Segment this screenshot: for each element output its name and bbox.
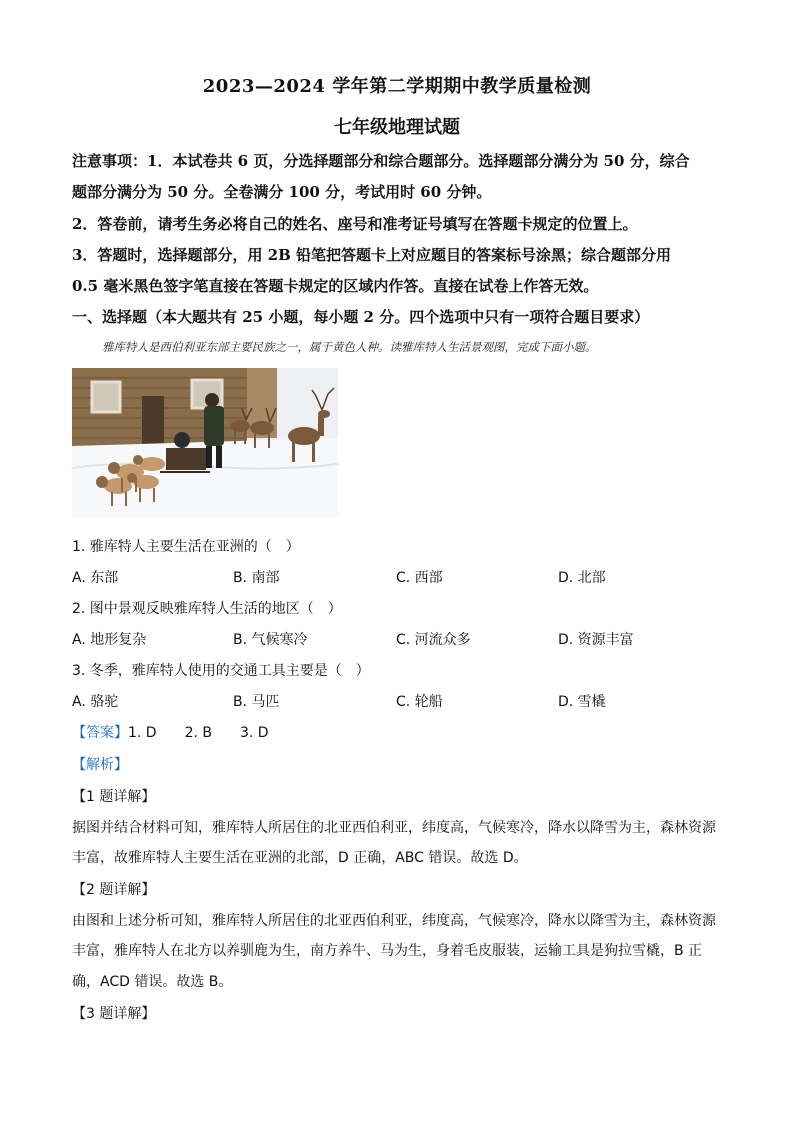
question-1-option-a: A. 东部 (72, 570, 119, 586)
q1-detail-line-2: 丰富，故雅库特人主要生活在亚洲的北部，D 正确，ABC 错误。故选 D。 (72, 850, 528, 866)
answer-label: 【答案】 (72, 725, 128, 741)
section-heading: 一、选择题（本大题共有 25 小题，每小题 2 分。四个选项中只有一项符合题目要求） (72, 308, 650, 326)
answer-line (72, 722, 269, 742)
notes-line-4: 3．答题时，选择题部分，用 2B 铅笔把答题卡上对应题目的答案标号涂黑；综合题部分用 (72, 246, 672, 264)
answer-values: 1. D 2. B 3. D (128, 725, 269, 741)
question-1-option-d: D. 北部 (558, 570, 606, 586)
yakut-life-illustration (72, 368, 338, 518)
notes-line-3: 2．答卷前，请考生务必将自己的姓名、座号和准考证号填写在答题卡规定的位置上。 (72, 215, 638, 233)
question-2-option-a: A. 地形复杂 (72, 632, 147, 648)
q2-detail-line-3: 确，ACD 错误。故选 B。 (72, 974, 233, 990)
question-2-option-c: C. 河流众多 (396, 632, 471, 648)
notes-line-2: 题部分满分为 50 分。全卷满分 100 分，考试用时 60 分钟。 (72, 183, 492, 201)
question-1-stem: 1. 雅库特人主要生活在亚洲的（ ） (72, 539, 300, 555)
question-intro: 雅库特人是西伯利亚东部主要民族之一，属于黄色人种。读雅库特人生活景观图，完成下面小题。 (102, 340, 597, 354)
analysis-label: 【解析】 (72, 757, 128, 773)
exam-subtitle: 七年级地理试题 (334, 117, 460, 138)
question-3-option-a: A. 骆驼 (72, 694, 119, 710)
question-3-stem: 3. 冬季，雅库特人使用的交通工具主要是（ ） (72, 663, 370, 679)
question-3-option-b: B. 马匹 (233, 694, 280, 710)
question-3-option-d: D. 雪橇 (558, 694, 606, 710)
question-1-option-c: C. 西部 (396, 570, 443, 586)
exam-title: 2023—2024 学年第二学期期中教学质量检测 (202, 76, 592, 97)
q1-detail-label: 【1 题详解】 (72, 789, 156, 805)
question-3-option-c: C. 轮船 (396, 694, 443, 710)
q1-detail-line-1: 据图并结合材料可知，雅库特人所居住的北亚西伯利亚，纬度高，气候寒冷，降水以降雪为主，森林资源 (72, 820, 716, 836)
question-1-option-b: B. 南部 (233, 570, 280, 586)
question-2-option-b: B. 气候寒冷 (233, 632, 308, 648)
q3-detail-label: 【3 题详解】 (72, 1006, 156, 1022)
question-2-stem: 2. 图中景观反映雅库特人生活的地区（ ） (72, 601, 342, 617)
notes-line-5: 0.5 毫米黑色签字笔直接在答题卡规定的区域内作答。直接在试卷上作答无效。 (72, 277, 599, 295)
q2-detail-line-2: 丰富，雅库特人在北方以养驯鹿为生，南方养牛、马为生，身着毛皮服装，运输工具是狗拉雪橇，B 正 (72, 943, 703, 959)
question-2-option-d: D. 资源丰富 (558, 632, 634, 648)
q2-detail-line-1: 由图和上述分析可知，雅库特人所居住的北亚西伯利亚，纬度高，气候寒冷，降水以降雪为主，森林资源 (72, 913, 716, 929)
notes-line-1: 注意事项：1．本试卷共 6 页，分选择题部分和综合题部分。选择题部分满分为 50 分，综合 (72, 152, 690, 170)
q2-detail-label: 【2 题详解】 (72, 882, 156, 898)
